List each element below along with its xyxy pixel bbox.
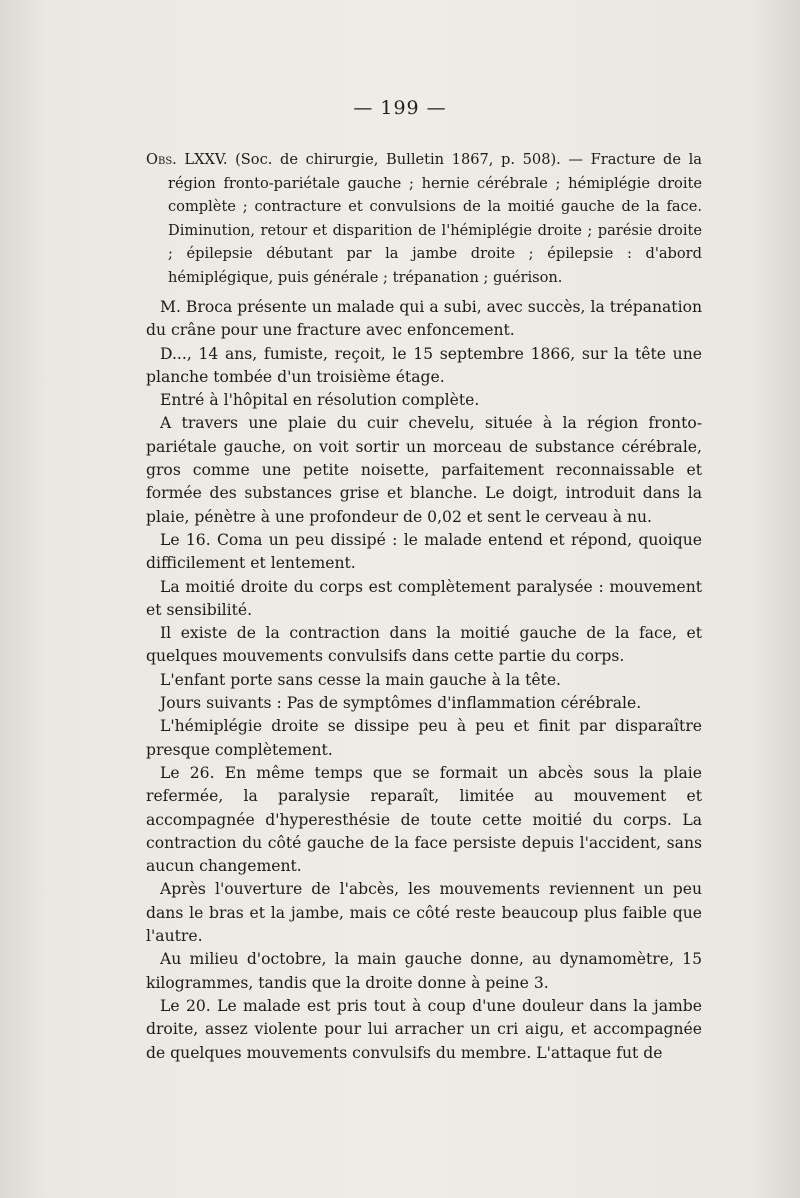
paragraph-3: Entré à l'hôpital en résolution complète. <box>160 391 480 410</box>
paragraph-1: M. Broca présente un malade qui a subi, avec succès, la trépanation du crâne pour une fracture avec enfoncement. <box>146 298 702 340</box>
paragraph-4: A travers une plaie du cuir chevelu, située à la région fronto-pariétale gauche, on voit sortir un morceau de substance cérébrale, gros comme une petite noisette, parfaitement reconnaissable et formée des substances grise et blanche. Le doigt, introduit dans la plaie, pénètre à une profondeur de 0,02 et sent le cerveau à nu. <box>146 414 702 526</box>
paragraph-10: L'hémiplégie droite se dissipe peu à peu et finit par disparaître presque complètement. <box>146 717 702 759</box>
observation-block <box>146 148 702 290</box>
paragraph-12: Après l'ouverture de l'abcès, les mouvements reviennent un peu dans le bras et la jambe, mais ce côté reste beaucoup plus faible que l'autre. <box>146 880 702 946</box>
page-number: — 199 — <box>353 97 447 119</box>
paragraph-8: L'enfant porte sans cesse la main gauche à la tête. <box>160 670 562 689</box>
paragraph-9: Jours suivants : Pas de symptômes d'inflammation cérébrale. <box>160 694 642 713</box>
paragraph-6: La moitié droite du corps est complètement paralysée : mouvement et sensibilité. <box>146 577 702 619</box>
paragraph-11: Le 26. En même temps que se formait un abcès sous la plaie refermée, la paralysie reparaît, limitée au mouvement et accompagnée d'hyperesthésie de toute cette moitié du corps. La contraction du côté gauche de la face persiste depuis l'accident, sans aucun changement. <box>146 763 702 876</box>
paragraph-2: D..., 14 ans, fumiste, reçoit, le 15 septembre 1866, sur la tête une planche tombée d'un troisième étage. <box>146 344 702 386</box>
observation-label: Obs. LXXV. <box>146 151 228 168</box>
observation-paragraph <box>146 148 702 290</box>
paragraph-7: Il existe de la contraction dans la moitié gauche de la face, et quelques mouvements convulsifs dans cette partie du corps. <box>146 624 702 666</box>
observation-text: (Soc. de chirurgie, Bulletin 1867, p. 508). — Fracture de la région fronto-pariétale gauche ; hernie cérébrale ; hémiplégie droite complète ; contracture et convulsions de la moitié gauche de la face. Diminution, retour et disparition de l'hémiplégie droite ; parésie droite ; épilepsie débutant par la jambe droite ; épilepsie : d'abord hémiplégique, puis générale ; trépanation ; guérison. <box>168 151 702 286</box>
paragraph-5: Le 16. Coma un peu dissipé : le malade entend et répond, quoique difficilement et lentement. <box>146 530 702 573</box>
paragraph-13: Au milieu d'octobre, la main gauche donne, au dynamomètre, 15 kilogrammes, tandis que la droite donne à peine 3. <box>146 950 702 992</box>
body-text <box>146 296 702 1065</box>
paragraph-14: Le 20. Le malade est pris tout à coup d'une douleur dans la jambe droite, assez violente pour lui arracher un cri aigu, et accompagnée de quelques mouvements convulsifs du membre. L'attaque fut de <box>146 996 702 1062</box>
